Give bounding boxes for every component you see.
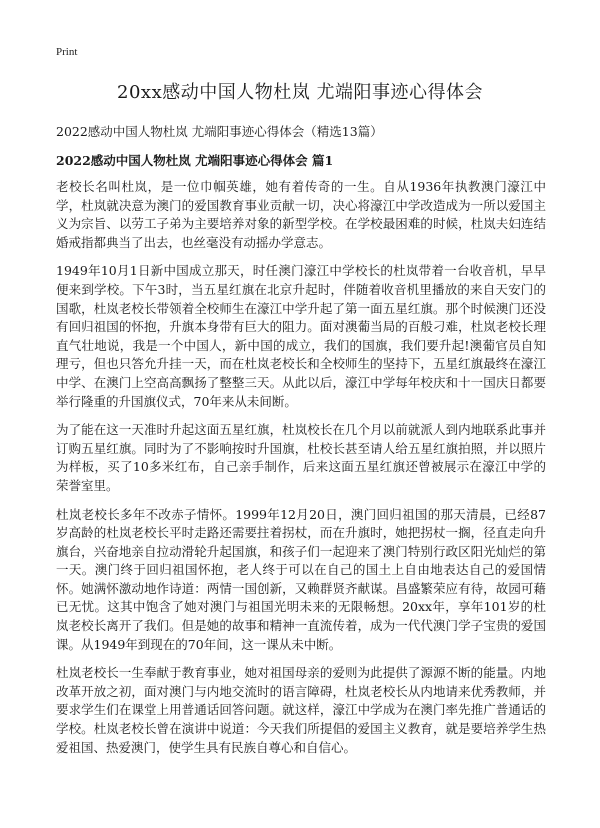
document-title: 20xx感动中国人物杜岚 尤端阳事迹心得体会 xyxy=(117,82,483,103)
paragraph-2: 1949年10月1日新中国成立那天，时任澳门濠江中学校长的杜岚带着一台收音机，早早便来到学校。下午3时，当五星红旗在北京升起时，伴随着收音机里播放的来自天安门的国歌，杜岚老校长带领着全校师生在濠江中学升起了第一面五星红旗。那个时候澳门还没有回归祖国的怀抱，升旗本身带有巨大的阻力。面对澳葡当局的百般刁难，杜岚老校长理直气壮地说，我是一个中国人，新中国的成立，我们的国旗，我们要升起!澳葡官员自知理亏，但也只答允升挂一天，而在杜岚老校长和全校师生的坚持下，五星红旗最终在濠江中学、在澳门上空高高飘扬了整整三天。从此以后，濠江中学每年校庆和十一国庆日都要举行隆重的升国旗仪式，70年来从未间断。 xyxy=(56,263,546,409)
print-link[interactable]: Print xyxy=(56,46,78,58)
paragraph-3: 为了能在这一天准时升起这面五星红旗，杜岚校长在几个月以前就派人到内地联系此事并订购五星红旗。同时为了不影响按时升国旗，杜校长甚至请人给五星红旗拍照，并以照片为样板，买了10多米红布，自己亲手制作，后来这面五星红旗还曾被展示在濠江中学的荣誉室里。 xyxy=(56,422,546,493)
section-heading: 2022感动中国人物杜岚 尤端阳事迹心得体会 篇1 xyxy=(56,153,334,168)
paragraph-5: 杜岚老校长一生奉献于教育事业，她对祖国母亲的爱则为此提供了源源不断的能量。内地改革开放之初，面对澳门与内地交流时的语言障碍，杜岚老校长从内地请来优秀教师，并要求学生们在课堂上用普通话回答问题。就这样，濠江中学成为在澳门率先推广普通话的学校。杜岚老校长曾在演讲中说道：今天我们所提倡的爱国主义教育，就是要培养学生热爱祖国、热爱澳门，使学生具有民族自尊心和自信心。 xyxy=(56,665,546,755)
paragraph-4: 杜岚老校长多年不改赤子情怀。1999年12月20日，澳门回归祖国的那天清晨，已经87岁高龄的杜岚老校长平时走路还需要拄着拐杖，而在升旗时，她把拐杖一搁，径直走向升旗台，兴奋地亲自拉动滑轮升起国旗，和孩子们一起迎来了澳门特别行政区阳光灿烂的第一天。澳门终于回归祖国怀抱，老人终于可以在自己的国土上自由地表达自己的爱国情怀。她满怀激动地作诗道：两情一国创新，又赖群贤齐献谋。昌盛繁荣应有待，故园可藉已无忧。这其中饱含了她对澳门与祖国光明未来的无限畅想。20xx年，享年101岁的杜岚老校长离开了我们。但是她的故事和精神一直流传着，成为一代代澳门学子宝贵的爱国课。从1949年到现在的70年间，这一课从未中断。 xyxy=(56,506,546,652)
article-body xyxy=(56,178,546,767)
paragraph-1: 老校长名叫杜岚，是一位巾帼英雄，她有着传奇的一生。自从1936年执教澳门濠江中学，杜岚就决意为澳门的爱国教育事业贡献一切，决心将濠江中学改造成为一所以爱国主义为宗旨、以劳工子弟为主要培养对象的新型学校。在学校最困难的时候，杜岚夫妇连结婚戒指都典当了出去，也丝毫没有动摇办学意志。 xyxy=(56,179,546,250)
document-subtitle: 2022感动中国人物杜岚 尤端阳事迹心得体会（精选13篇） xyxy=(56,124,383,139)
